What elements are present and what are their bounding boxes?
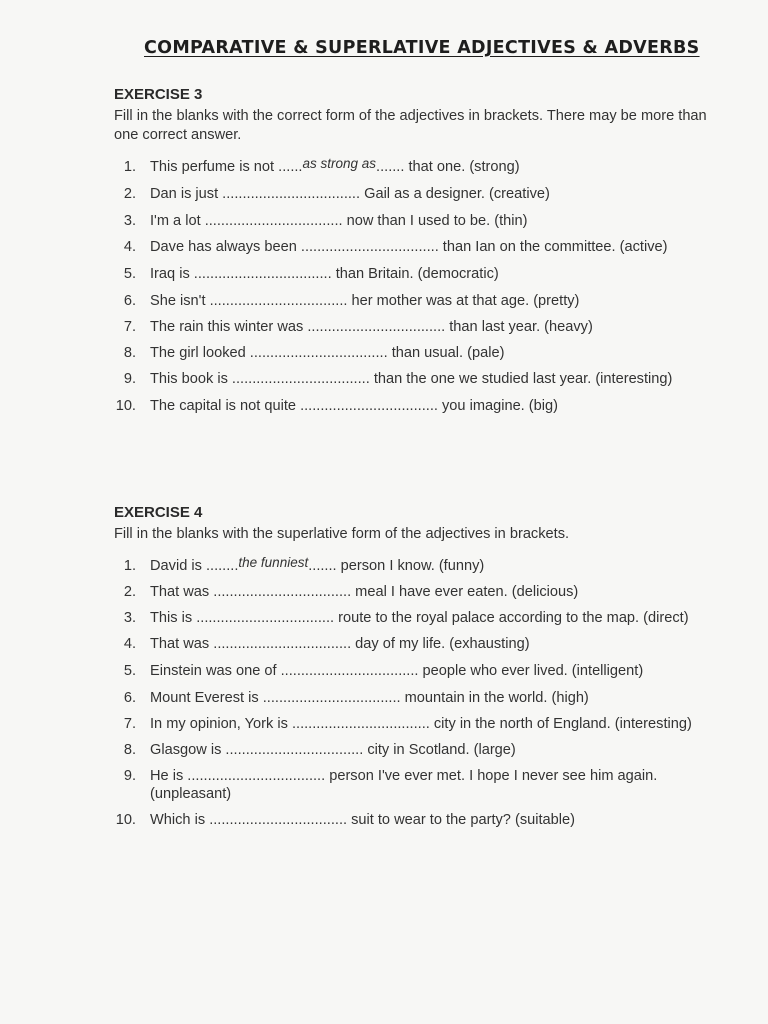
exercise-item bbox=[114, 292, 714, 310]
item-text-before: David is ........ bbox=[150, 558, 239, 574]
exercise-item bbox=[114, 397, 714, 415]
exercise-3-section bbox=[114, 86, 714, 415]
item-text: I'm a lot .................................. now than I used to be. (thin) bbox=[150, 213, 528, 229]
example-answer: the funniest bbox=[238, 555, 309, 570]
exercise-3-list bbox=[114, 158, 714, 415]
item-text: He is .................................. person I've ever met. I hope I never see him again. (unpleasant) bbox=[150, 768, 658, 802]
exercise-3-instructions: Fill in the blanks with the correct form of the adjectives in brackets. There may be more than one correct answer. bbox=[114, 108, 707, 143]
item-text: Mount Everest is .................................. mountain in the world. (high) bbox=[150, 690, 589, 706]
item-text: The rain this winter was .................................. than last year. (heavy) bbox=[150, 319, 593, 335]
item-text: This book is .................................. than the one we studied last year. (interesting) bbox=[150, 371, 673, 387]
exercise-item bbox=[114, 583, 714, 601]
item-number: 8. bbox=[123, 345, 136, 361]
item-number: 6. bbox=[123, 690, 136, 706]
item-number: 10. bbox=[115, 398, 136, 414]
exercise-4-section bbox=[114, 504, 714, 829]
exercise-item bbox=[114, 557, 714, 575]
exercise-item bbox=[114, 662, 714, 680]
item-number: 4. bbox=[123, 239, 136, 255]
item-number: 3. bbox=[123, 213, 136, 229]
item-number: 5. bbox=[123, 266, 136, 282]
exercise-item bbox=[114, 344, 714, 362]
exercise-3-heading: EXERCISE 3 bbox=[114, 86, 203, 103]
exercise-item bbox=[114, 265, 714, 283]
exercise-4-heading: EXERCISE 4 bbox=[114, 504, 203, 521]
item-text: Glasgow is .................................. city in Scotland. (large) bbox=[150, 742, 516, 758]
exercise-item bbox=[114, 715, 714, 733]
exercise-4-list bbox=[114, 557, 714, 829]
item-text: In my opinion, York is .................................. city in the north of England. (interesting) bbox=[150, 716, 692, 732]
exercise-item bbox=[114, 370, 714, 388]
item-text: That was .................................. meal I have ever eaten. (delicious) bbox=[150, 584, 579, 600]
exercise-item bbox=[114, 238, 714, 256]
exercise-item bbox=[114, 158, 714, 176]
item-number: 9. bbox=[123, 371, 136, 387]
exercise-item bbox=[114, 741, 714, 759]
item-text: The girl looked .................................. than usual. (pale) bbox=[150, 345, 505, 361]
item-number: 10. bbox=[115, 812, 136, 828]
item-number: 3. bbox=[123, 610, 136, 626]
item-text: Dan is just .................................. Gail as a designer. (creative) bbox=[150, 186, 550, 202]
exercise-4-instructions: Fill in the blanks with the superlative form of the adjectives in brackets. bbox=[114, 526, 570, 542]
item-text: Dave has always been .................................. than Ian on the committee. (active) bbox=[150, 239, 668, 255]
item-number: 1. bbox=[123, 159, 136, 175]
item-text: The capital is not quite .................................. you imagine. (big) bbox=[150, 398, 558, 414]
item-number: 6. bbox=[123, 293, 136, 309]
exercise-item bbox=[114, 767, 714, 803]
item-text-after: ....... that one. (strong) bbox=[376, 159, 520, 175]
exercise-item bbox=[114, 689, 714, 707]
item-text: She isn't .................................. her mother was at that age. (pretty) bbox=[150, 293, 580, 309]
exercise-item bbox=[114, 635, 714, 653]
exercise-item bbox=[114, 609, 714, 627]
item-text: Iraq is .................................. than Britain. (democratic) bbox=[150, 266, 499, 282]
item-number: 2. bbox=[123, 186, 136, 202]
item-number: 7. bbox=[123, 319, 136, 335]
item-text: This is .................................. route to the royal palace according to the map. (direct) bbox=[150, 610, 689, 626]
item-number: 2. bbox=[123, 584, 136, 600]
item-number: 4. bbox=[123, 636, 136, 652]
exercise-item bbox=[114, 212, 714, 230]
exercise-item bbox=[114, 811, 714, 829]
item-number: 5. bbox=[123, 663, 136, 679]
item-number: 1. bbox=[123, 558, 136, 574]
exercise-item bbox=[114, 185, 714, 203]
item-number: 8. bbox=[123, 742, 136, 758]
item-text: Which is .................................. suit to wear to the party? (suitable) bbox=[150, 812, 575, 828]
item-number: 7. bbox=[123, 716, 136, 732]
exercise-item bbox=[114, 318, 714, 336]
item-text: That was .................................. day of my life. (exhausting) bbox=[150, 636, 530, 652]
item-text-before: This perfume is not ...... bbox=[150, 159, 303, 175]
page-title: COMPARATIVE & SUPERLATIVE ADJECTIVES & ADVERBS bbox=[144, 38, 700, 58]
item-text-after: ....... person I know. (funny) bbox=[308, 558, 485, 574]
item-number: 9. bbox=[123, 768, 136, 784]
item-text: Einstein was one of .................................. people who ever lived. (intelligent) bbox=[150, 663, 644, 679]
example-answer: as strong as bbox=[302, 156, 377, 171]
